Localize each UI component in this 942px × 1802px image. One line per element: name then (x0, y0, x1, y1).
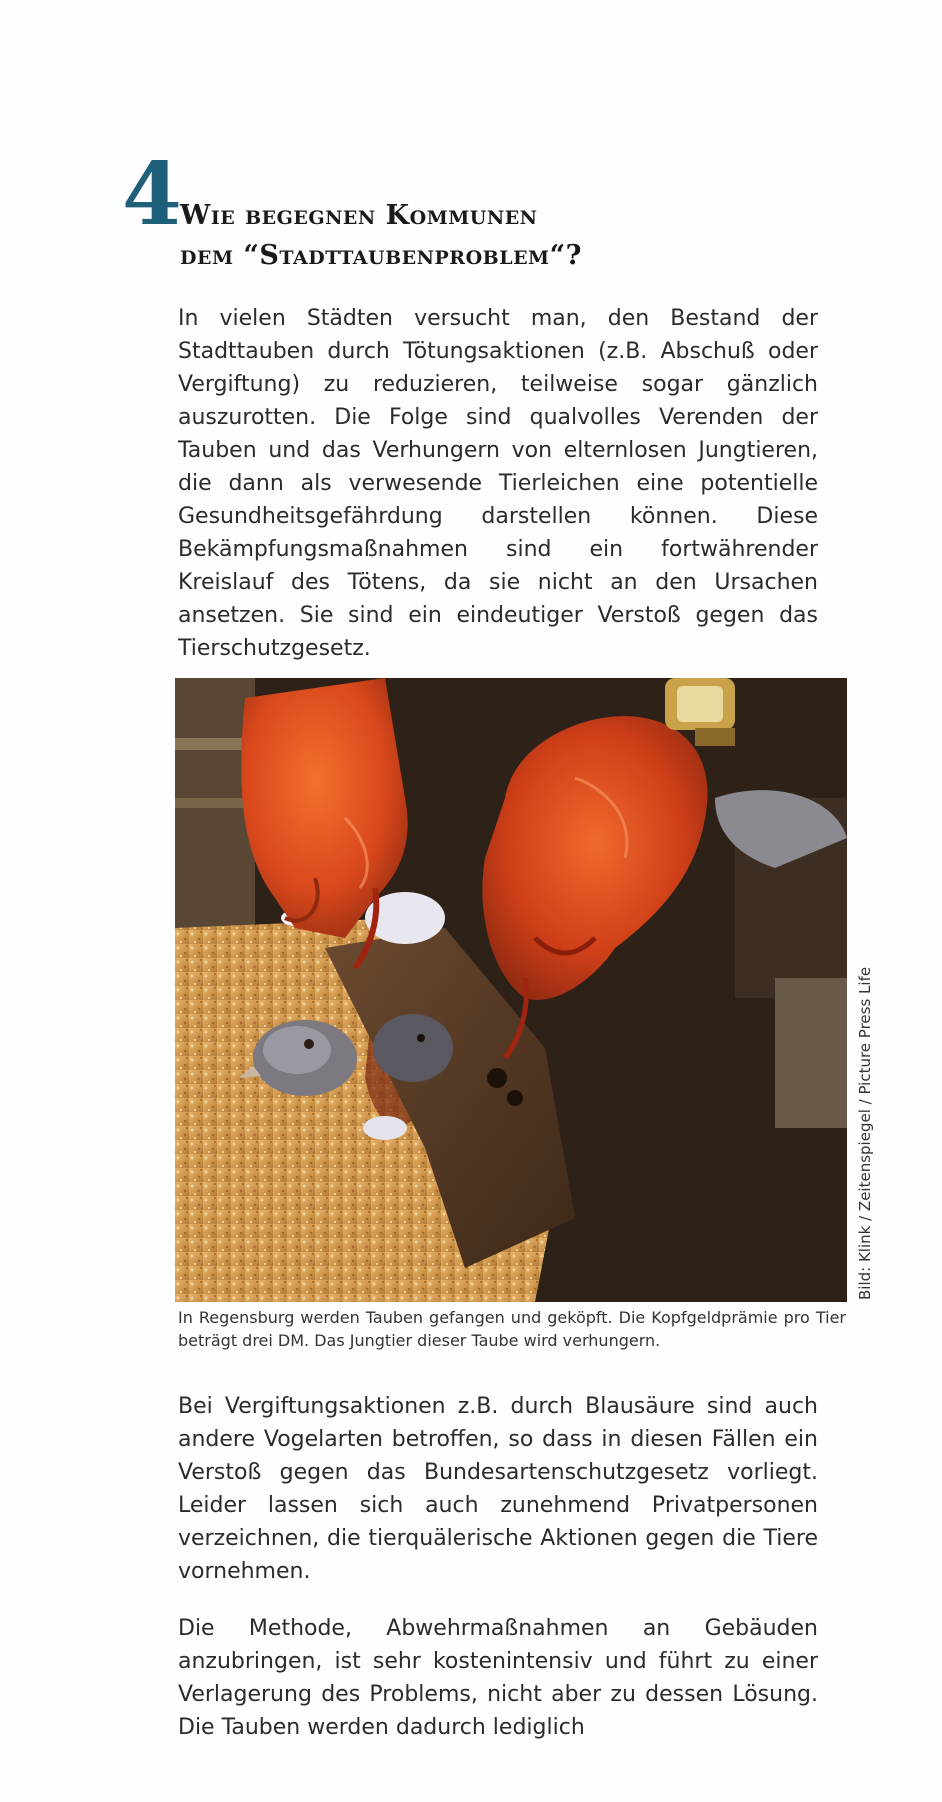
paragraph-2: Bei Vergiftungsaktionen z.B. durch Blausäure sind auch andere Vogelarten betroffen, so dass in diesen Fällen ein Verstoß gegen das Bundesartenschutzgesetz vorliegt. Leider lassen sich auch zunehmend Privatpersonen verzeichnen, die tierquälerische Aktionen gegen die Tiere vornehmen. (178, 1394, 818, 1584)
paragraph-1: In vielen Städten versucht man, den Bestand der Stadttauben durch Tötungsaktionen (z.B. Abschuß oder Vergiftung) zu reduzieren, teilweise sogar gänzlich auszurotten. Die Folge sind qualvolles Verenden der Tauben und das Verhungern von elternlosen Jungtieren, die dann als verwesende Tierleichen eine potentielle Gesundheitsgefährdung darstellen können. Diese Bekämpfungsmaßnahmen sind ein fortwährender Kreislauf des Tötens, da sie nicht an den Ursachen ansetzen. Sie sind ein eindeutiger Verstoß gegen das Tierschutzgesetz. (178, 306, 818, 661)
photo (175, 678, 847, 1302)
heading-line-1: Wie begegnen Kommunen (180, 200, 538, 231)
photo-illustration (175, 678, 847, 1302)
heading-line-2: dem “Stadttaubenproblem“? (180, 240, 582, 271)
photo-credit: Bild: Klink / Zeitenspiegel / Picture Press Life (856, 966, 874, 1300)
section-heading (180, 196, 820, 276)
photo-caption: In Regensburg werden Tauben gefangen und geköpft. Die Kopfgeldprämie pro Tier beträgt drei DM. Das Jungtier dieser Taube wird verhungern. (178, 1308, 846, 1350)
section-number: 4 (122, 144, 182, 245)
paragraph-3: Die Methode, Abwehrmaßnahmen an Gebäuden anzubringen, ist sehr kostenintensiv und führt zu einer Verlagerung des Problems, nicht aber zu dessen Lösung. Die Tauben werden dadurch lediglich (178, 1616, 818, 1740)
